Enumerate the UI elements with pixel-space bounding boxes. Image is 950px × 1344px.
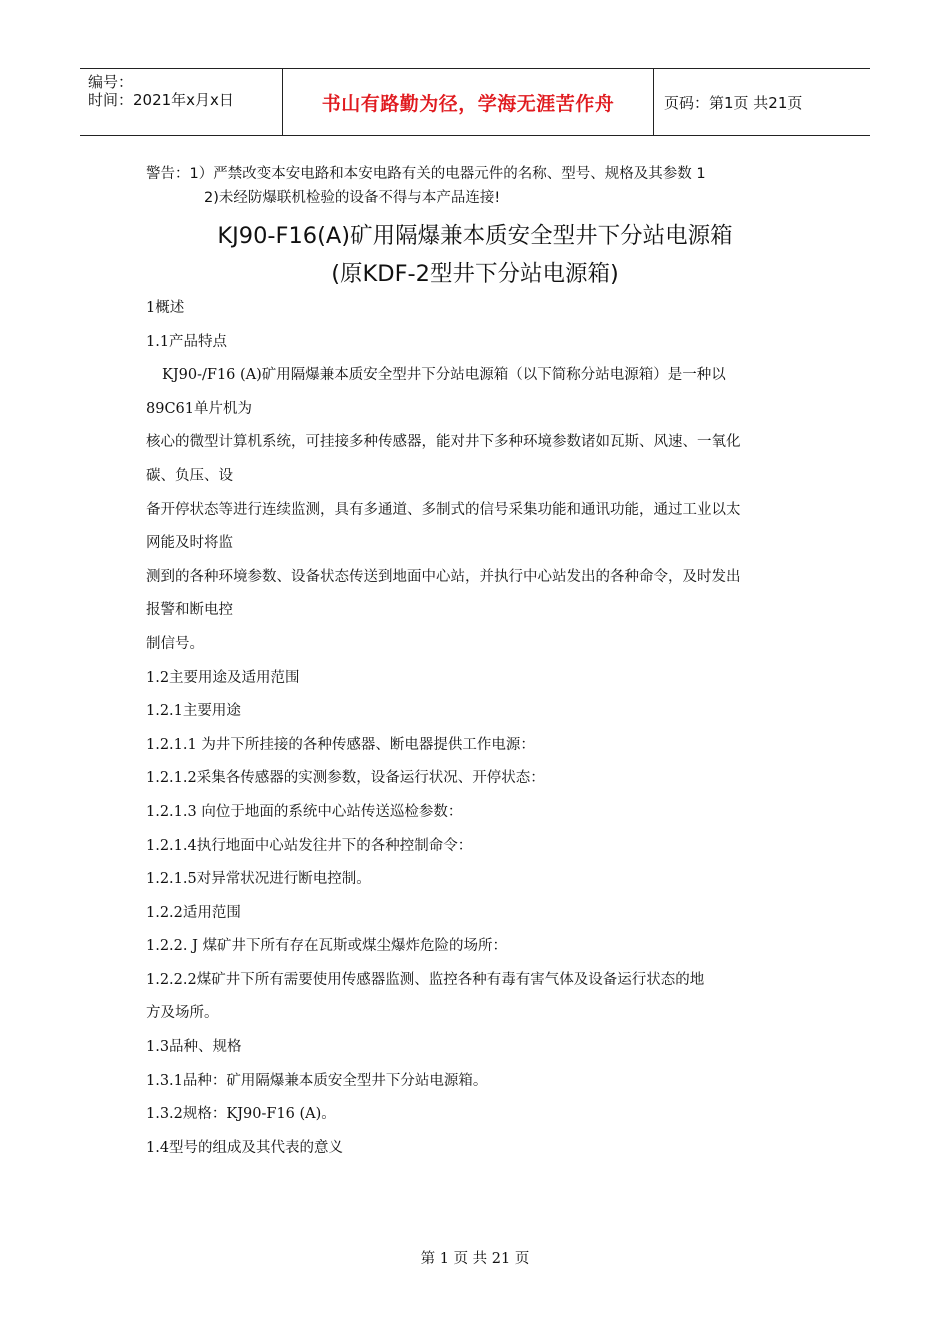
document-header xyxy=(80,68,870,136)
document-subtitle: (原KDF-2型井下分站电源箱) xyxy=(331,261,619,287)
list-item: 1.2.2.2煤矿井下所有需要使用传感器监测、监控各种有毒有害气体及设备运行状态的地 xyxy=(146,971,705,988)
header-meta xyxy=(80,69,282,135)
body-text-line: 制信号。 xyxy=(146,635,204,652)
page-footer: 第 1 页 共 21 页 xyxy=(420,1251,530,1267)
header-motto: 书山有路勤为径，学海无涯苦作舟 xyxy=(282,69,654,135)
list-item: 1.2.1.5对异常状况进行断电控制。 xyxy=(146,871,371,888)
body-text-line: 89C61单片机为 xyxy=(146,400,252,417)
section-heading: 1.3品种、规格 xyxy=(146,1039,242,1056)
section-heading: 1.2.2适用范围 xyxy=(146,904,241,921)
section-heading: 1.2主要用途及适用范围 xyxy=(146,669,300,686)
list-item: 1.2.1.2采集各传感器的实测参数，设备运行状况、开停状态： xyxy=(146,770,545,787)
list-item: 1.2.2. J 煤矿井下所有存在瓦斯或煤尘爆炸危险的场所： xyxy=(146,938,508,955)
warning-block xyxy=(146,162,706,210)
body-text-line: 方及场所。 xyxy=(146,1005,219,1022)
body-text-line: KJ90-/F16 (A)矿用隔爆兼本质安全型井下分站电源箱（以下简称分站电源箱）是一种以 xyxy=(162,367,726,384)
header-page-info: 页码：第1页 共21页 xyxy=(664,93,803,112)
warning-line-2: 2)未经防爆联机检验的设备不得与本产品连接! xyxy=(204,190,501,206)
body-text-line: 核心的微型计算机系统，可挂接多种传感器，能对井下多种环境参数诸如瓦斯、风速、一氧化 xyxy=(146,434,741,451)
body-text-line: 测到的各种环境参数、设备状态传送到地面中心站，并执行中心站发出的各种命令，及时发出 xyxy=(146,568,741,585)
list-item: 1.3.1品种：矿用隔爆兼本质安全型井下分站电源箱。 xyxy=(146,1072,488,1089)
document-time: 时间：2021年x月x日 xyxy=(88,91,234,109)
section-heading: 1概述 xyxy=(146,300,185,316)
section-heading: 1.4型号的组成及其代表的意义 xyxy=(146,1139,344,1156)
document-body xyxy=(146,292,810,1165)
section-heading: 1.2.1主要用途 xyxy=(146,703,241,720)
body-text-line: 备开停状态等进行连续监测，具有多通道、多制式的信号采集功能和通讯功能，通过工业以太 xyxy=(146,501,741,518)
list-item: 1.2.1.1 为井下所挂接的各种传感器、断电器提供工作电源： xyxy=(146,736,535,753)
body-text-line: 报警和断电控 xyxy=(146,602,233,619)
document-number-label: 编号： xyxy=(88,73,134,91)
document-title: KJ90-F16(A)矿用隔爆兼本质安全型井下分站电源箱 xyxy=(217,223,733,249)
list-item: 1.2.1.4执行地面中心站发往井下的各种控制命令： xyxy=(146,837,473,854)
list-item: 1.2.1.3 向位于地面的系统中心站传送巡检参数： xyxy=(146,803,463,820)
body-text-line: 网能及时将监 xyxy=(146,535,233,552)
section-heading: 1.1产品特点 xyxy=(146,333,228,350)
list-item: 1.3.2规格：KJ90-F16 (A)。 xyxy=(146,1106,336,1123)
body-text-line: 碳、负压、设 xyxy=(146,467,233,484)
warning-line-1: 警告：1）严禁改变本安电路和本安电路有关的电器元件的名称、型号、规格及其参数 1 xyxy=(146,166,706,182)
